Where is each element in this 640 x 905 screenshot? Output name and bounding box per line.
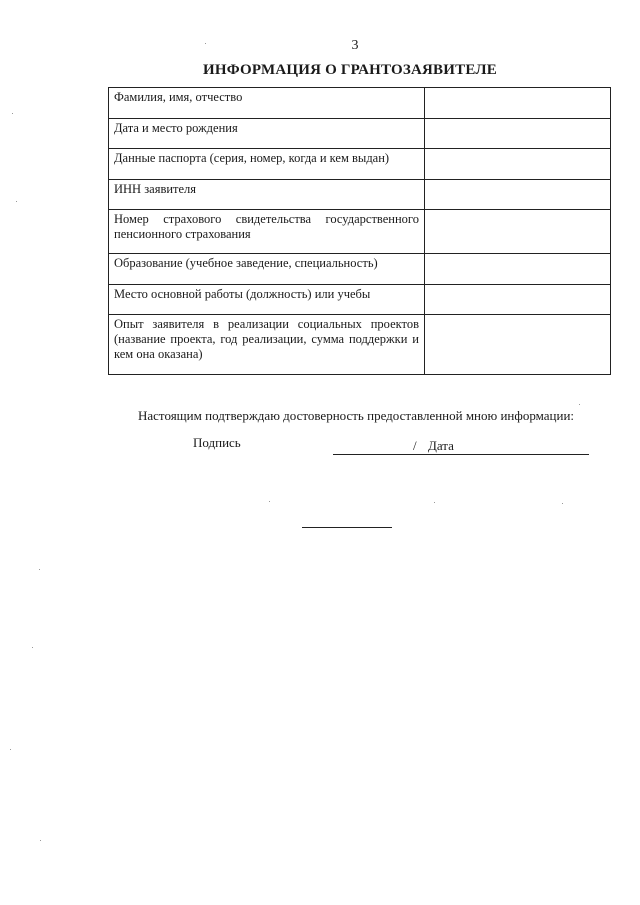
scan-speck — [10, 749, 11, 750]
row-value-field[interactable] — [425, 285, 611, 315]
table-row — [109, 119, 611, 149]
row-label: Дата и место рождения — [109, 119, 425, 149]
row-label: ИНН заявителя — [109, 180, 425, 210]
applicant-info-table — [108, 87, 611, 375]
row-value-field[interactable] — [425, 88, 611, 119]
row-value-field[interactable] — [425, 119, 611, 149]
date-label: Дата — [428, 438, 454, 453]
scan-speck — [205, 43, 206, 44]
page-number: 3 — [351, 38, 359, 53]
row-label: Номер страхового свидетельства государственного пенсионного страхования — [109, 210, 425, 254]
row-label: Опыт заявителя в реализации социальных проектов (название проекта, год реализации, сумма поддержки и кем она оказана) — [109, 315, 425, 375]
row-value-field[interactable] — [425, 254, 611, 285]
page-title: ИНФОРМАЦИЯ О ГРАНТОЗАЯВИТЕЛЕ — [203, 62, 497, 78]
scan-speck — [434, 502, 435, 503]
scan-speck — [269, 501, 270, 502]
table-row — [109, 210, 611, 254]
scan-speck — [39, 569, 40, 570]
row-label: Данные паспорта (серия, номер, когда и кем выдан) — [109, 149, 425, 180]
table-row — [109, 180, 611, 210]
row-label: Место основной работы (должность) или учебы — [109, 285, 425, 315]
row-label: Образование (учебное заведение, специальность) — [109, 254, 425, 285]
scan-speck — [12, 113, 13, 114]
signature-line[interactable] — [333, 454, 589, 455]
table-row — [109, 254, 611, 285]
row-value-field[interactable] — [425, 210, 611, 254]
signature-date-separator: / — [413, 438, 417, 453]
table-row — [109, 285, 611, 315]
scan-speck — [579, 404, 580, 405]
confirmation-text: Настоящим подтверждаю достоверность предоставленной мною информации: — [138, 408, 575, 423]
scan-speck — [562, 503, 563, 504]
row-value-field[interactable] — [425, 315, 611, 375]
scan-speck — [40, 840, 41, 841]
signature-label: Подпись — [193, 435, 241, 450]
table-row — [109, 149, 611, 180]
scan-speck — [16, 201, 17, 202]
row-value-field[interactable] — [425, 180, 611, 210]
end-rule — [302, 527, 392, 528]
table-row — [109, 315, 611, 375]
table-row — [109, 88, 611, 119]
scan-speck — [32, 647, 33, 648]
row-value-field[interactable] — [425, 149, 611, 180]
row-label: Фамилия, имя, отчество — [109, 88, 425, 119]
